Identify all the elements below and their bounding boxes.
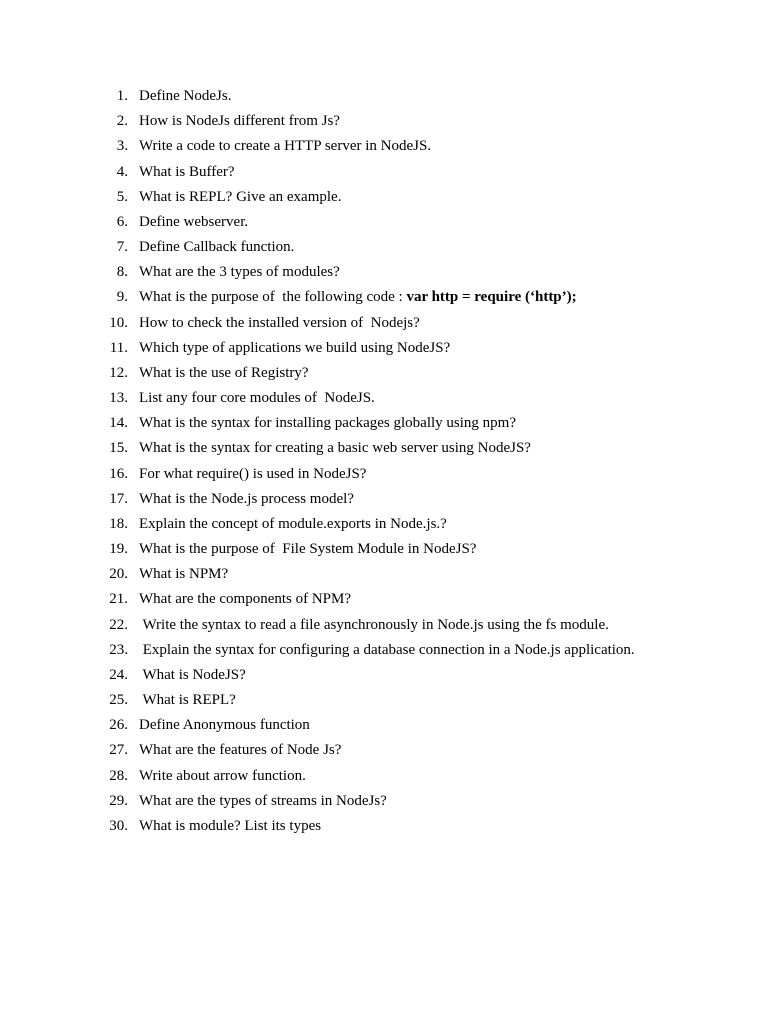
- question-item: [0, 187, 768, 212]
- question-text: [139, 237, 294, 257]
- question-number: 15.: [109, 440, 128, 457]
- question-label: For what require() is used in NodeJS?: [139, 465, 367, 482]
- question-item: [0, 640, 768, 665]
- question-item: [0, 766, 768, 791]
- question-label: Define NodeJs.: [139, 88, 232, 104]
- question-label: Define Callback function.: [139, 239, 295, 256]
- question-number: 9.: [116, 289, 128, 306]
- question-text: [139, 162, 235, 182]
- question-text: [139, 187, 341, 207]
- question-label: What is the purpose of the following code :: [139, 289, 407, 306]
- question-item: [0, 162, 768, 187]
- question-text: [139, 489, 354, 509]
- question-text: [139, 287, 577, 307]
- question-number: 30.: [109, 817, 128, 834]
- question-number: 21.: [109, 591, 128, 608]
- question-item: [0, 388, 768, 413]
- question-item: [0, 665, 768, 690]
- question-number: 12.: [109, 364, 128, 381]
- question-number: 20.: [109, 566, 128, 583]
- question-item: [0, 514, 768, 539]
- question-number: 29.: [109, 792, 128, 809]
- question-label: How to check the installed version of Nodejs?: [139, 314, 420, 331]
- question-label: What is REPL? Give an example.: [139, 188, 342, 205]
- question-text: [139, 640, 635, 660]
- question-label: What are the 3 types of modules?: [139, 264, 340, 281]
- question-text: [139, 816, 321, 836]
- question-label: What is the purpose of File System Module in NodeJS?: [139, 541, 477, 558]
- question-text: [139, 413, 516, 433]
- question-item: [0, 464, 768, 489]
- question-label: What is NPM?: [139, 566, 229, 583]
- question-number: 1.: [116, 88, 128, 104]
- question-text: [139, 262, 340, 282]
- question-text: [139, 111, 340, 131]
- question-text: [139, 212, 248, 232]
- question-label: What are the components of NPM?: [139, 591, 352, 608]
- question-number: 5.: [116, 188, 128, 205]
- question-label: What is the syntax for installing packages globally using npm?: [139, 415, 517, 432]
- question-number: 27.: [109, 742, 128, 759]
- question-item: [0, 136, 768, 161]
- question-text: [139, 690, 236, 710]
- question-label: Define Anonymous function: [139, 717, 310, 734]
- question-item: [0, 791, 768, 816]
- question-label: What is NodeJS?: [139, 666, 246, 683]
- question-text: [139, 615, 609, 635]
- question-label: What are the types of streams in NodeJs?: [139, 792, 387, 809]
- question-label: What is Buffer?: [139, 163, 235, 180]
- question-label: What is the use of Registry?: [139, 364, 309, 381]
- question-text: [139, 564, 228, 584]
- question-text: [139, 715, 310, 735]
- question-text: [139, 514, 447, 534]
- question-number: 28.: [109, 767, 128, 784]
- question-text: [139, 86, 231, 106]
- question-text: [139, 589, 351, 609]
- question-number: 3.: [116, 138, 128, 155]
- question-number: 10.: [109, 314, 128, 331]
- question-item: [0, 615, 768, 640]
- question-item: [0, 413, 768, 438]
- question-label: List any four core modules of NodeJS.: [139, 390, 375, 407]
- question-number: 23.: [109, 641, 128, 658]
- question-text: [139, 539, 476, 559]
- question-item: [0, 489, 768, 514]
- code-snippet: var http = require (‘http’);: [406, 289, 577, 306]
- question-item: [0, 237, 768, 262]
- question-number: 7.: [116, 239, 128, 256]
- question-item: [0, 438, 768, 463]
- question-item: [0, 740, 768, 765]
- question-label: What is the Node.js process model?: [139, 490, 354, 507]
- question-list: [0, 86, 768, 841]
- question-number: 16.: [109, 465, 128, 482]
- question-text: [139, 388, 375, 408]
- question-item: [0, 589, 768, 614]
- question-label: Define webserver.: [139, 213, 249, 230]
- question-number: 19.: [109, 541, 128, 558]
- question-number: 24.: [109, 666, 128, 683]
- question-item: [0, 313, 768, 338]
- question-item: [0, 338, 768, 363]
- question-label: How is NodeJs different from Js?: [139, 113, 340, 130]
- question-item: [0, 111, 768, 136]
- question-label: Explain the concept of module.exports in Node.js.?: [139, 515, 447, 532]
- question-item: [0, 287, 768, 312]
- question-item: [0, 539, 768, 564]
- question-text: [139, 313, 420, 333]
- question-number: 14.: [109, 415, 128, 432]
- question-number: 11.: [109, 339, 128, 356]
- question-text: [139, 740, 341, 760]
- question-number: 8.: [116, 264, 128, 281]
- question-number: 2.: [116, 113, 128, 130]
- question-label: Write a code to create a HTTP server in NodeJS.: [139, 138, 432, 155]
- question-label: Which type of applications we build using NodeJS?: [139, 339, 451, 356]
- question-number: 4.: [116, 163, 128, 180]
- question-number: 25.: [109, 692, 128, 709]
- question-number: 22.: [109, 616, 128, 633]
- question-text: [139, 665, 246, 685]
- question-item: [0, 690, 768, 715]
- question-label: Write the syntax to read a file asynchronously in Node.js using the fs module.: [139, 616, 609, 633]
- question-item: [0, 715, 768, 740]
- question-label: What is the syntax for creating a basic web server using NodeJS?: [139, 440, 531, 457]
- question-number: 6.: [116, 213, 128, 230]
- question-item: [0, 212, 768, 237]
- question-label: What are the features of Node Js?: [139, 742, 342, 759]
- question-text: [139, 338, 450, 358]
- question-number: 13.: [109, 390, 128, 407]
- question-text: [139, 766, 306, 786]
- question-label: Write about arrow function.: [139, 767, 306, 784]
- question-item: [0, 86, 768, 111]
- question-number: 18.: [109, 515, 128, 532]
- question-label: What is REPL?: [139, 692, 236, 709]
- question-text: [139, 363, 309, 383]
- question-text: [139, 464, 366, 484]
- question-item: [0, 363, 768, 388]
- question-text: [139, 136, 431, 156]
- question-item: [0, 816, 768, 841]
- question-number: 17.: [109, 490, 128, 507]
- question-text: [139, 791, 387, 811]
- question-item: [0, 564, 768, 589]
- question-number: 26.: [109, 717, 128, 734]
- question-label: What is module? List its types: [139, 817, 322, 834]
- question-item: [0, 262, 768, 287]
- question-label: Explain the syntax for configuring a database connection in a Node.js application.: [139, 641, 635, 658]
- question-text: [139, 438, 531, 458]
